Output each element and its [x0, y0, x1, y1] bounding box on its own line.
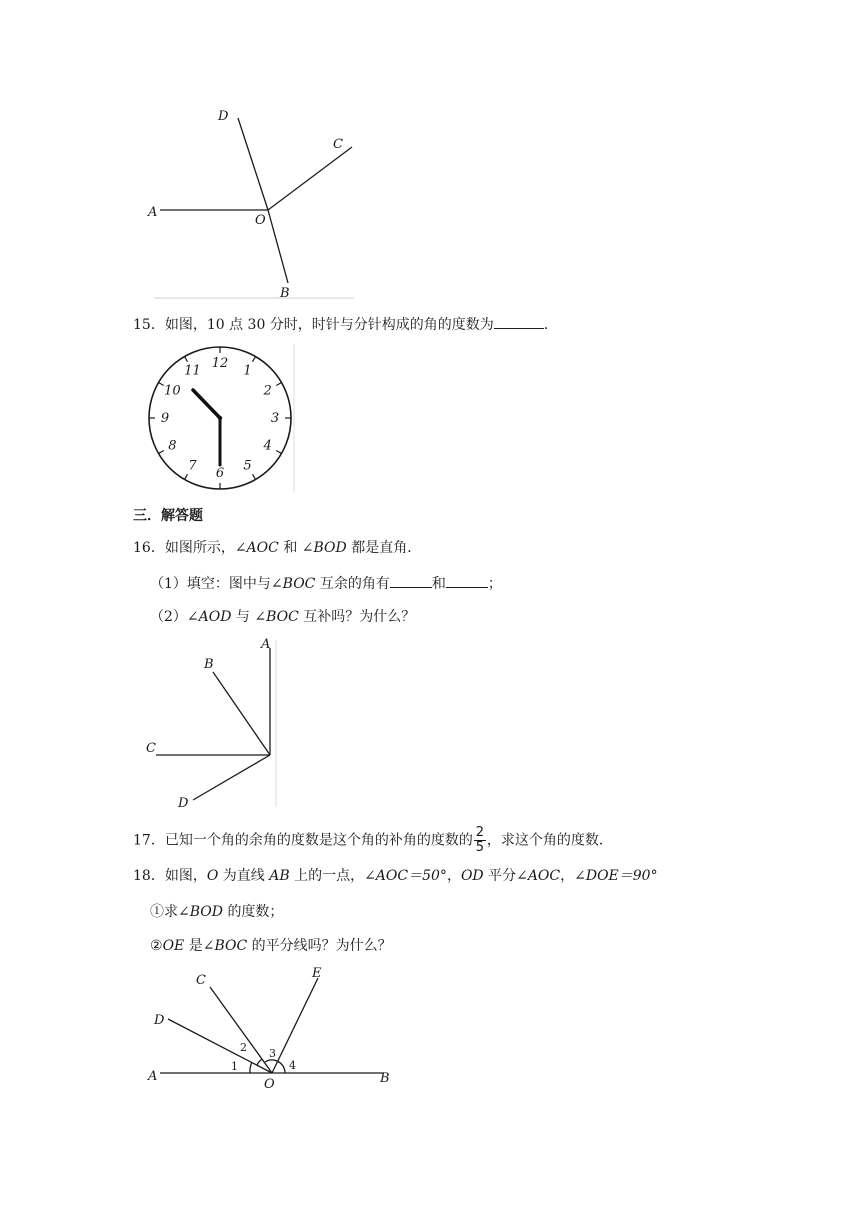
label-d: D	[154, 1013, 165, 1028]
clock-number: 11	[184, 363, 201, 379]
clock-tick	[159, 451, 164, 454]
stem-text: 如图所示，	[164, 540, 235, 556]
angle-arc-1	[250, 1062, 252, 1073]
question-18-part-2	[150, 936, 392, 956]
right-angles-figure	[140, 632, 290, 812]
question-16-part-1	[150, 573, 502, 594]
stem-text: 为直线	[222, 868, 265, 884]
question-16-part-2	[150, 607, 415, 627]
condition-doe: ∠DOE＝90°	[574, 868, 658, 884]
angle-arc-4	[277, 1061, 285, 1073]
ray-oe: OE	[162, 938, 185, 954]
clock-tick	[276, 451, 281, 454]
clock-number: 7	[188, 458, 197, 474]
clock-tick	[159, 383, 164, 386]
part-text: 互补吗？为什么？	[303, 609, 416, 625]
clock-number: 3	[270, 411, 280, 426]
clock-tick	[253, 357, 256, 362]
question-text: 已知一个角的余角的度数是这个角的补角的度数的	[164, 832, 473, 849]
part-text: 的度数；	[227, 904, 284, 920]
fraction-denominator: 5	[475, 840, 484, 855]
clock-center	[218, 416, 222, 420]
stem-text: 如图，	[164, 868, 207, 884]
question-18-stem	[133, 866, 658, 886]
fraction-two-fifths	[474, 826, 486, 855]
answer-blank-1[interactable]	[390, 573, 432, 588]
question-17	[133, 826, 613, 855]
clock-tick	[276, 383, 281, 386]
stem-text: 和	[283, 540, 298, 556]
angle-number-3: 3	[269, 1047, 276, 1060]
ray-oc	[268, 147, 352, 210]
label-a: A	[148, 205, 158, 220]
question-text: ，求这个角的度数．	[486, 832, 613, 849]
line-ab: AB	[269, 868, 290, 884]
part-text: 互余的角有	[319, 576, 390, 592]
angle-boc: ∠BOC	[254, 609, 299, 625]
part-text: 是	[188, 938, 203, 954]
straight-line-angles-figure	[140, 962, 400, 1092]
label-o: O	[255, 213, 266, 228]
clock-tick	[185, 474, 188, 479]
clock-number: 6	[215, 466, 225, 481]
ray-ob	[268, 210, 288, 283]
part-text: 和	[431, 576, 446, 592]
stem-text: 都是直角．	[351, 540, 422, 556]
clock-figure	[142, 340, 302, 500]
label-d: D	[218, 109, 229, 124]
angle-aoc: ∠AOC	[516, 868, 561, 884]
part-text: 与	[235, 609, 250, 625]
angle-boc: ∠BOC	[270, 576, 316, 592]
stem-text: 平分	[488, 868, 517, 884]
separator: ，	[446, 868, 461, 884]
question-number: 15．	[133, 317, 165, 333]
label-b: B	[380, 1071, 390, 1086]
part-text: ②	[150, 938, 163, 954]
angle-number-4: 4	[289, 1059, 296, 1072]
label-o: O	[264, 1077, 275, 1092]
question-18-part-1	[150, 902, 283, 922]
angle-aod: ∠AOD	[186, 609, 232, 625]
clock-tick	[253, 474, 256, 479]
ray-od	[193, 755, 270, 800]
ray-oc	[210, 987, 272, 1073]
angle-boc: ∠BOC	[202, 938, 248, 954]
question-number: 17．	[133, 832, 165, 849]
question-number: 16．	[133, 540, 165, 556]
question-number: 18．	[133, 868, 165, 884]
hour-hand	[193, 390, 220, 418]
clock-number: 9	[160, 411, 170, 426]
clock-number: 12	[211, 356, 229, 371]
clock-number: 8	[168, 438, 177, 454]
angle-bod: ∠BOD	[301, 540, 347, 556]
answer-blank-2[interactable]	[446, 573, 488, 588]
clock-tick	[185, 357, 188, 362]
label-c: C	[333, 137, 343, 152]
clock-number: 4	[263, 438, 272, 454]
label-c: C	[146, 741, 156, 756]
ray-od: OD	[460, 868, 484, 884]
angle-arc-3	[265, 1060, 277, 1062]
section-title: 三．解答题	[133, 508, 203, 524]
point-o: O	[206, 868, 219, 884]
label-a: A	[148, 1069, 158, 1084]
answer-blank[interactable]	[494, 314, 544, 329]
label-b: B	[204, 657, 214, 672]
clock-number: 2	[263, 383, 272, 399]
question-end: ．	[543, 317, 558, 333]
angle-figure-aobcd	[140, 100, 370, 305]
angle-number-2: 2	[240, 1041, 247, 1054]
condition-aoc: ∠AOC＝50°	[364, 868, 447, 884]
angle-bod: ∠BOD	[178, 904, 223, 920]
ray-od	[168, 1019, 272, 1073]
angle-arc-2	[257, 1059, 262, 1065]
part-text: （1）填空：图中与	[150, 576, 271, 592]
separator: ，	[560, 868, 575, 884]
label-e: E	[312, 966, 322, 981]
part-text: ；	[487, 576, 502, 592]
question-16-stem	[133, 538, 421, 558]
label-a: A	[261, 637, 271, 652]
angle-number-1: 1	[231, 1060, 238, 1073]
question-text: 如图，10 点 30 分时，时针与分针构成的角的度数为	[164, 317, 494, 333]
part-text: （2）	[150, 609, 187, 625]
angle-aoc: ∠AOC	[234, 540, 279, 556]
label-b: B	[280, 286, 290, 301]
stem-text: 上的一点，	[294, 868, 365, 884]
ray-od	[238, 118, 268, 210]
clock-number: 10	[164, 383, 181, 399]
question-15	[133, 314, 558, 335]
clock-number: 5	[243, 458, 252, 474]
ray-ob	[213, 672, 270, 755]
part-text: ①求	[150, 904, 178, 920]
fraction-numerator: 2	[475, 825, 484, 840]
clock-number: 1	[243, 363, 252, 379]
label-d: D	[178, 796, 189, 811]
part-text: 的平分线吗？为什么？	[251, 938, 392, 954]
label-c: C	[196, 973, 206, 988]
